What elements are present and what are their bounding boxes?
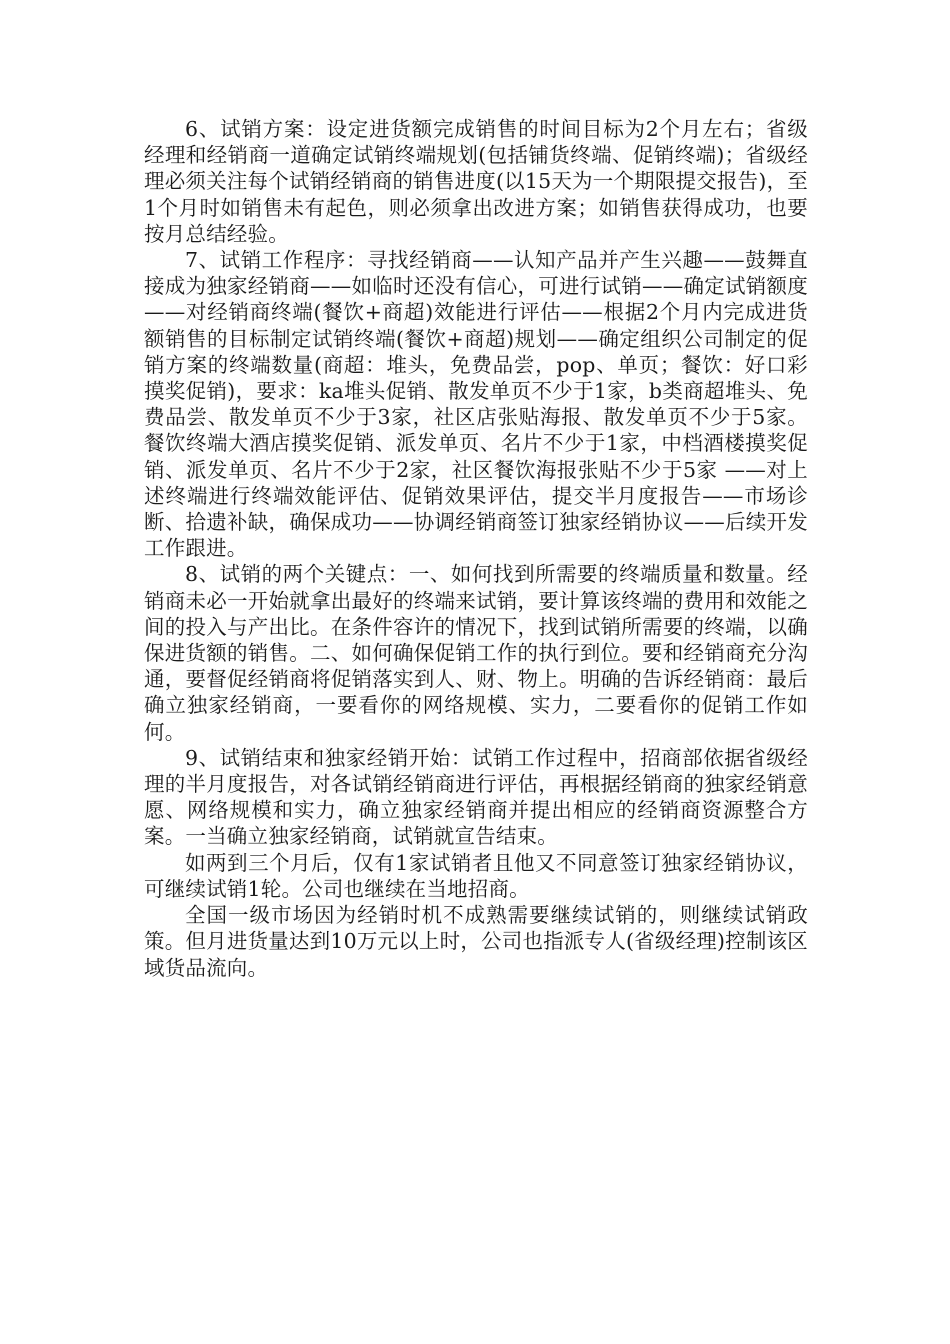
paragraph-trial-end: 9、试销结束和独家经销开始：试销工作过程中，招商部依据省级经理的半月度报告，对各试销经销商进行评估，再根据经销商的独家经销意愿、网络规模和实力，确立独家经销商并提出相应的经销商资源整合方案。一当确立独家经销商，试销就宣告结束。 [144,745,808,849]
paragraph-trial-procedure: 7、试销工作程序：寻找经销商——认知产品并产生兴趣——鼓舞直接成为独家经销商——如临时还没有信心，可进行试销——确定试销额度——对经销商终端(餐饮+商超)效能进行评估——根据2个月内完成进货额销售的目标制定试销终端(餐饮+商超)规划——确定组织公司制定的促销方案的终端数量(商超：堆头，免费品尝，pop、单页；餐饮：好口彩摸奖促销)，要求：ka堆头促销、散发单页不少于1家，b类商超堆头、免费品尝、散发单页不少于3家，社区店张贴海报、散发单页不少于5家。餐饮终端大酒店摸奖促销、派发单页、名片不少于1家，中档酒楼摸奖促销、派发单页、名片不少于2家，社区餐饮海报张贴不少于5家 ——对上述终端进行终端效能评估、促销效果评估，提交半月度报告——市场诊断、拾遗补缺，确保成功——协调经销商签订独家经销协议——后续开发工作跟进。 [144,248,808,561]
paragraph-national-market: 全国一级市场因为经销时机不成熟需要继续试销的，则继续试销政策。但月进货量达到10万元以上时，公司也指派专人(省级经理)控制该区域货品流向。 [144,903,808,980]
paragraph-key-points: 8、试销的两个关键点：一、如何找到所需要的终端质量和数量。经销商未必一开始就拿出最好的终端来试销，要计算该终端的费用和效能之间的投入与产出比。在条件容许的情况下，找到试销所需要的终端，以确保进货额的销售。二、如何确保促销工作的执行到位。要和经销商充分沟通，要督促经销商将促销落实到人、财、物上。明确的告诉经销商：最后确立独家经销商，一要看你的网络规模、实力，二要看你的促销工作如何。 [144,562,808,744]
paragraph-trial-plan: 6、试销方案：设定进货额完成销售的时间目标为2个月左右；省级经理和经销商一道确定试销终端规划(包括铺货终端、促销终端)；省级经理必须关注每个试销经销商的销售进度(以15天为一个期限提交报告)，至1个月时如销售未有起色，则必须拿出改进方案；如销售获得成功，也要按月总结经验。 [144,117,808,246]
paragraph-continue-trial: 如两到三个月后，仅有1家试销者且他又不同意签订独家经销协议，可继续试销1轮。公司也继续在当地招商。 [144,850,808,901]
document-body [144,116,808,981]
